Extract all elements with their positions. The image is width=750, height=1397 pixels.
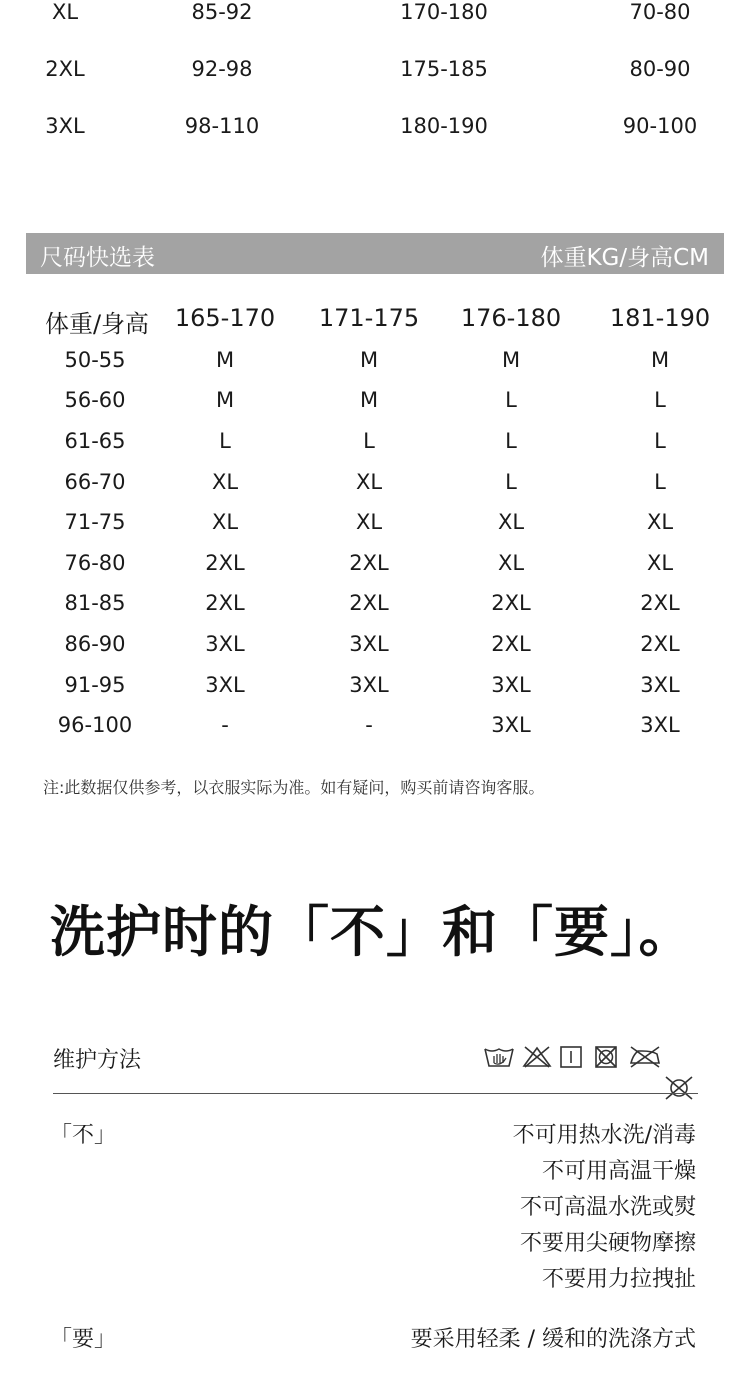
table-cell: 3XL xyxy=(349,632,389,656)
table-row xyxy=(0,510,750,540)
hand-wash-icon xyxy=(483,1044,515,1070)
dont-item: 不要用尖硬物摩擦 xyxy=(519,1231,696,1256)
table-cell: 90-100 xyxy=(622,114,698,138)
quick-table-unit-label: 体重KG/身高CM xyxy=(540,245,709,271)
table-row xyxy=(0,57,750,89)
table-cell: 92-98 xyxy=(191,57,253,81)
column-header: 171-175 xyxy=(318,304,420,332)
table-cell: L xyxy=(654,470,666,494)
disclaimer-note: 注:此数据仅供参考，以衣服实际为准。如有疑问，购买前请咨询客服。 xyxy=(43,778,545,797)
table-cell: 91-95 xyxy=(64,673,126,697)
line-dry-icon xyxy=(559,1045,583,1069)
table-cell: 3XL xyxy=(640,713,680,737)
care-method-label: 维护方法 xyxy=(53,1048,142,1073)
table-row xyxy=(0,0,750,32)
table-cell: L xyxy=(654,429,666,453)
table-cell: 86-90 xyxy=(64,632,126,656)
table-cell: 50-55 xyxy=(64,348,126,372)
column-header: 体重/身高 xyxy=(44,310,150,338)
table-cell: 3XL xyxy=(491,713,531,737)
table-cell: 76-80 xyxy=(64,551,126,575)
table-cell: 80-90 xyxy=(629,57,691,81)
table-cell: M xyxy=(501,348,521,372)
table-cell: L xyxy=(654,388,666,412)
dont-item: 不可高温水洗或熨 xyxy=(519,1195,696,1220)
table-cell: 2XL xyxy=(349,551,389,575)
table-row xyxy=(0,713,750,743)
table-cell: 170-180 xyxy=(400,0,488,24)
table-cell: 85-92 xyxy=(191,0,253,24)
table-cell: 3XL xyxy=(45,114,85,138)
table-cell: XL xyxy=(211,510,239,534)
table-cell: XL xyxy=(355,470,383,494)
table-cell: XL xyxy=(497,510,525,534)
table-cell: 96-100 xyxy=(57,713,133,737)
column-header: 176-180 xyxy=(460,304,562,332)
table-cell: M xyxy=(215,348,235,372)
table-cell: - xyxy=(365,713,373,737)
table-cell: XL xyxy=(646,551,674,575)
table-cell: 70-80 xyxy=(629,0,691,24)
no-dry-clean-icon xyxy=(663,1075,695,1101)
table-cell: 66-70 xyxy=(64,470,126,494)
table-row xyxy=(0,551,750,581)
table-row xyxy=(0,632,750,662)
do-item: 要采用轻柔 / 缓和的洗涤方式 xyxy=(410,1327,696,1352)
table-cell: 61-65 xyxy=(64,429,126,453)
table-cell: M xyxy=(650,348,670,372)
dont-item: 不要用力拉拽扯 xyxy=(541,1267,696,1292)
dont-item: 不可用高温干燥 xyxy=(541,1159,696,1184)
dont-label: 「不」 xyxy=(50,1123,117,1148)
table-cell: L xyxy=(505,429,517,453)
table-cell: 3XL xyxy=(349,673,389,697)
table-row xyxy=(0,429,750,459)
table-cell: 56-60 xyxy=(64,388,126,412)
care-headline: 洗护时的「不」和「要」。 xyxy=(50,900,695,964)
table-cell: M xyxy=(359,388,379,412)
table-cell: 71-75 xyxy=(64,510,126,534)
no-bleach-icon xyxy=(521,1045,553,1069)
table-cell: 2XL xyxy=(349,591,389,615)
quick-table-title: 尺码快选表 xyxy=(40,245,155,271)
table-cell: L xyxy=(363,429,375,453)
quick-table-header-bar xyxy=(26,233,724,274)
table-cell: 2XL xyxy=(491,632,531,656)
table-cell: 3XL xyxy=(491,673,531,697)
table-cell: XL xyxy=(497,551,525,575)
column-header: 165-170 xyxy=(174,304,276,332)
table-cell: L xyxy=(505,388,517,412)
divider xyxy=(53,1093,698,1094)
table-cell: XL xyxy=(211,470,239,494)
no-iron-icon xyxy=(628,1045,662,1069)
table-row xyxy=(0,673,750,703)
table-cell: 2XL xyxy=(640,591,680,615)
table-row xyxy=(0,591,750,621)
table-cell: M xyxy=(215,388,235,412)
table-cell: XL xyxy=(646,510,674,534)
table-cell: 2XL xyxy=(205,591,245,615)
table-cell: L xyxy=(219,429,231,453)
table-cell: 2XL xyxy=(45,57,85,81)
table-cell: - xyxy=(221,713,229,737)
table-cell: 2XL xyxy=(205,551,245,575)
table-cell: 175-185 xyxy=(400,57,488,81)
table-cell: 3XL xyxy=(640,673,680,697)
table-cell: 2XL xyxy=(491,591,531,615)
table-cell: 2XL xyxy=(640,632,680,656)
table-row xyxy=(0,470,750,500)
table-row xyxy=(0,348,750,378)
column-header: 181-190 xyxy=(609,304,711,332)
table-row xyxy=(0,114,750,146)
table-cell: L xyxy=(505,470,517,494)
table-cell: M xyxy=(359,348,379,372)
table-cell: 3XL xyxy=(205,632,245,656)
no-tumble-dry-icon xyxy=(594,1045,618,1069)
table-cell: XL xyxy=(355,510,383,534)
do-label: 「要」 xyxy=(50,1327,117,1352)
table-row xyxy=(0,388,750,418)
table-cell: 3XL xyxy=(205,673,245,697)
table-cell: 98-110 xyxy=(184,114,260,138)
dont-item: 不可用热水洗/消毒 xyxy=(512,1123,696,1148)
table-cell: 180-190 xyxy=(400,114,488,138)
table-cell: XL xyxy=(51,0,79,24)
table-cell: 81-85 xyxy=(64,591,126,615)
